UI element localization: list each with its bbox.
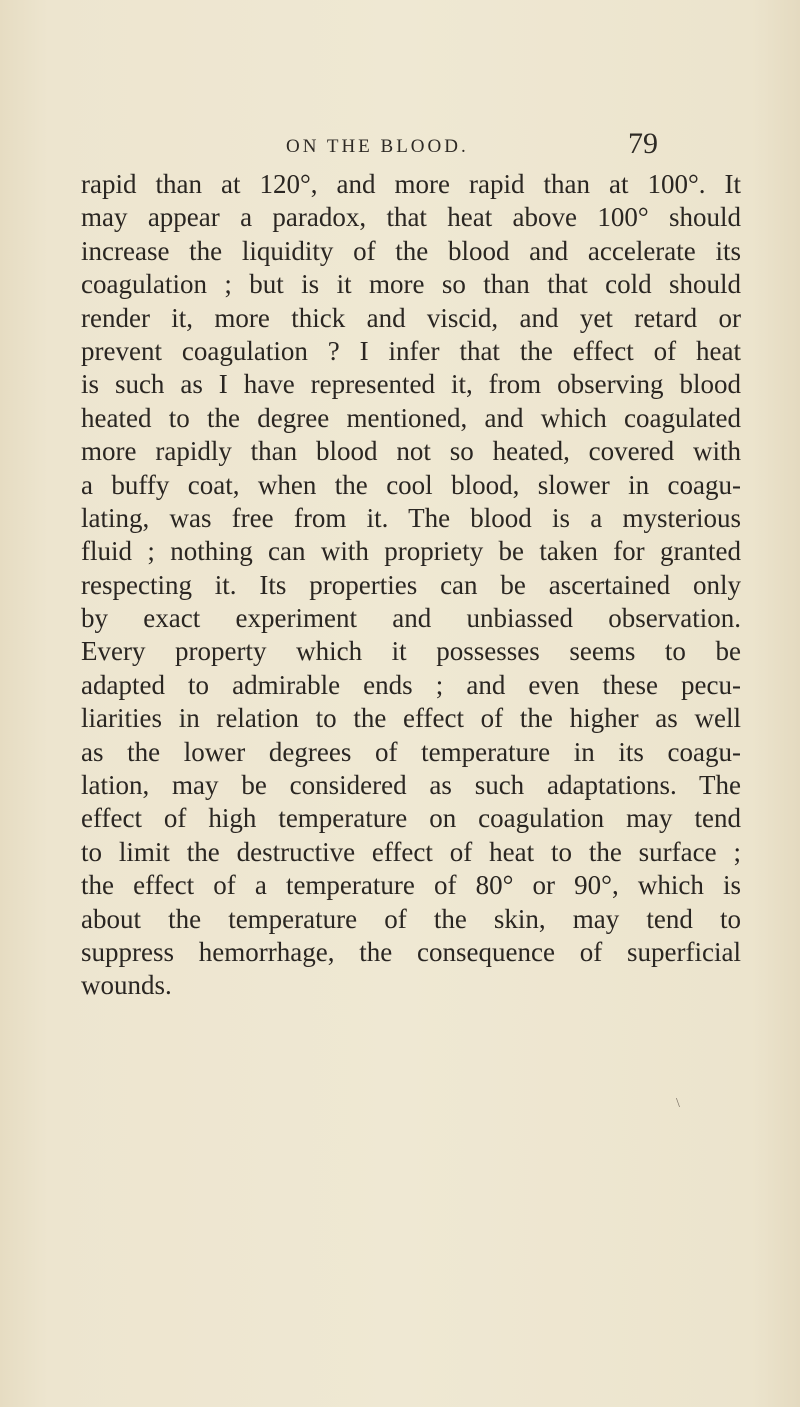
text-line: about the temperature of the skin, may tend to (81, 903, 741, 934)
text-line: a buffy coat, when the cool blood, slower in coagu- (81, 469, 741, 500)
text-line: rapid than at 120°, and more rapid than at 100°. It (81, 169, 741, 199)
text-line: effect of high temperature on coagulation may tend (81, 803, 741, 834)
text-line: Every property which it possesses seems to be (81, 636, 741, 667)
text-line: lation, may be considered as such adaptations. The (81, 770, 741, 801)
text-line: lating, was free from it. The blood is a mysterious (81, 502, 741, 533)
text-line: adapted to admirable ends ; and even these pecu- (81, 669, 741, 700)
text-line: coagulation ; but is it more so than that cold should (81, 269, 741, 300)
text-line: as the lower degrees of temperature in its coagu- (81, 736, 741, 767)
text-line: respecting it. Its properties can be ascertained only (81, 569, 741, 600)
text-line: suppress hemorrhage, the consequence of superficial (81, 936, 741, 967)
text-line: fluid ; nothing can with propriety be taken for granted (81, 536, 741, 567)
running-head: ON THE BLOOD. (286, 136, 469, 157)
text-line: prevent coagulation ? I infer that the effect of heat (81, 335, 741, 366)
text-line: increase the liquidity of the blood and accelerate its (81, 235, 741, 266)
text-line: may appear a paradox, that heat above 100° should (81, 202, 741, 233)
text-line: heated to the degree mentioned, and which coagulated (81, 402, 741, 433)
body-paragraph (81, 168, 741, 1003)
stray-mark: \ (676, 1096, 680, 1111)
text-line-final: wounds. (81, 970, 172, 1001)
text-line: render it, more thick and viscid, and yet retard or (81, 302, 741, 333)
text-line: to limit the destructive effect of heat to the surface ; (81, 836, 741, 867)
text-line: more rapidly than blood not so heated, covered with (81, 436, 741, 467)
text-line: is such as I have represented it, from observing blood (81, 369, 741, 400)
page-number: 79 (628, 127, 658, 160)
text-line: by exact experiment and unbiassed observation. (81, 603, 741, 634)
text-line: the effect of a temperature of 80° or 90°, which is (81, 870, 741, 901)
text-line: liarities in relation to the effect of the higher as well (81, 703, 741, 734)
